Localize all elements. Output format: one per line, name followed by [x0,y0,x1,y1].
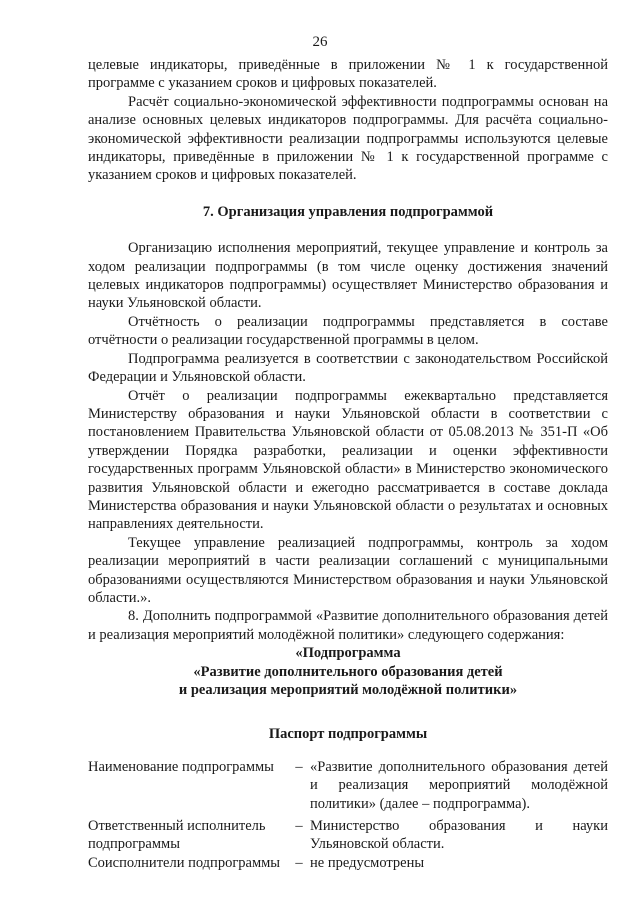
passport-row-label: Соисполнители подпрограммы [88,854,281,871]
section-7-heading: 7. Организация управления подпрограммой [202,203,494,220]
page-content [88,56,608,872]
page-number: 26 [312,34,328,50]
passport-row-value: не предусмотрены [310,854,425,871]
section-7-paragraph: Отчёт о реализации подпрограммы ежеквартально представляется Министерству образования и науки Ульяновской области в соответствии с постановлением Правительства Ульяновской области от 05.08.2013 № 351-П «Об утверждении Порядка разработки, реализации и оценки эффективности государственных программ Ульяновской области» в Министерство экономического развития Ульяновской области и ежегодно рассматривается в составе доклада Министерства образования и науки Ульяновской области о результатах и основных направлениях деятельности. [88,387,608,533]
subprogram-title-line2: и реализация мероприятий молодёжной политики» [178,682,518,698]
passport-row-dash: – [295,854,303,871]
passport-row [88,854,608,872]
section-7-paragraph: Отчётность о реализации подпрограммы представляется в составе отчётности о реализации государственной программы в целом. [88,313,608,349]
item-8-paragraph: 8. Дополнить подпрограммой «Развитие дополнительного образования детей и реализация мероприятий молодёжной политики» следующего содержания: [88,608,608,643]
section-7-paragraph: Подпрограмма реализуется в соответствии с законодательством Российской Федерации и Ульяновской области. [88,350,608,386]
passport-row [88,758,608,813]
passport-row-label: Ответственный исполнитель подпрограммы [88,818,266,853]
passport-row [88,813,608,854]
section-7-paragraph: Организацию исполнения мероприятий, текущее управление и контроль за ходом реализации подпрограммы (в том числе оценку достижения значений целевых индикаторов подпрограммы) осуществляет Министерство образования и науки Ульяновской области. [88,240,608,312]
passport-row-dash: – [295,758,303,775]
paragraph-efficiency: Расчёт социально-экономической эффективности подпрограммы основан на анализе основных целевых индикаторов подпрограммы. Для расчёта социально-экономической эффективности реализации подпрограммы используются целевые индикаторы, приведённые в приложении № 1 к государственной программе с указанием сроков и цифровых показателей. [88,93,608,184]
passport-table [88,758,608,872]
passport-row-value: «Развитие дополнительного образования детей и реализация мероприятий молодёжной политики» (далее – подпрограмма). [310,758,608,812]
passport-row-dash: – [295,818,303,835]
subprogram-label: «Подпрограмма [295,645,401,662]
passport-row-value: Министерство образования и науки Ульяновской области. [310,818,608,853]
section-7-paragraph: Текущее управление реализацией подпрограммы, контроль за ходом реализации мероприятий в части реализации соглашений с муниципальными образованиями осуществляются Министерством образования и науки Ульяновской области.». [88,534,608,606]
paragraph-continuation: целевые индикаторы, приведённые в приложении № 1 к государственной программе с указанием сроков и цифровых показателей. [88,57,608,92]
passport-title: Паспорт подпрограммы [268,726,428,743]
passport-row-label: Наименование подпрограммы [88,758,274,775]
subprogram-title-line1: «Развитие дополнительного образования детей [193,663,503,680]
